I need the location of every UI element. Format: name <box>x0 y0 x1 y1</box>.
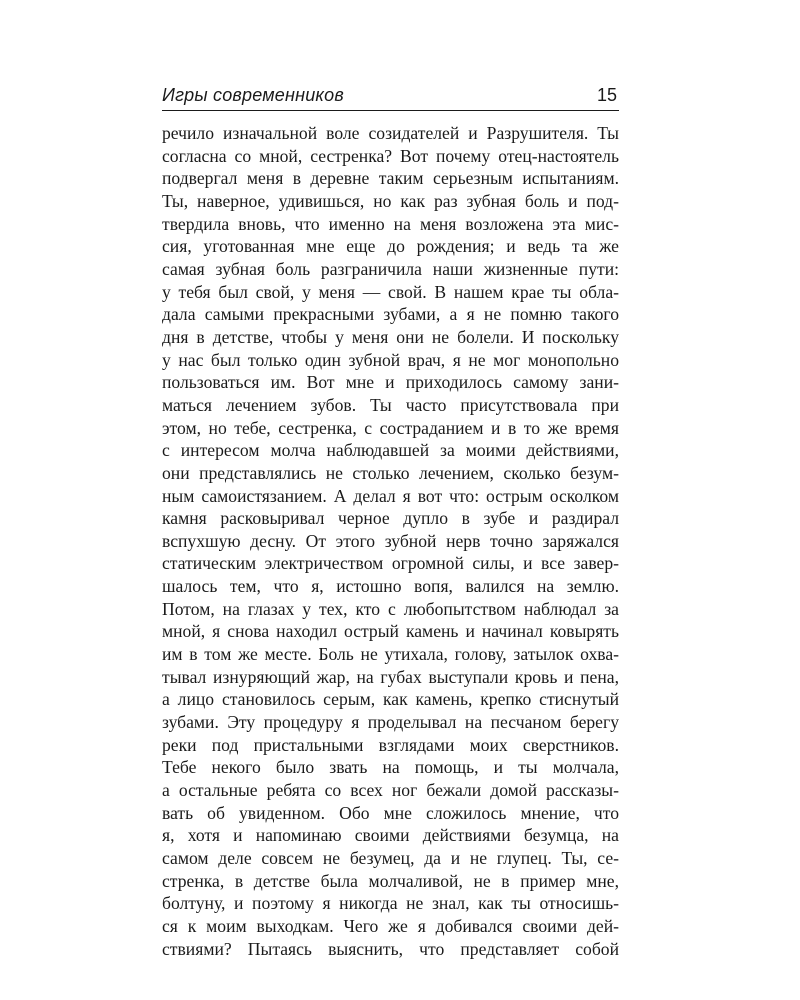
text-line: а остальные ребята со всех ног бежали домой рассказы- <box>162 780 619 801</box>
text-line: речило изначальной воле созидателей и Разрушителя. Ты <box>162 123 619 143</box>
text-line: дала самыми прекрасными зубами, а я не помню такого <box>162 304 619 325</box>
text-line: этом, но тебе, сестренка, с состраданием и в то же время <box>162 417 619 438</box>
text-line: вспухшую десну. От этого зубной нерв точно заряжался <box>162 530 619 551</box>
text-line: им в том же месте. Боль не утихала, голову, затылок охва- <box>162 644 619 665</box>
text-line: у тебя был свой, у меня — свой. В нашем крае ты обла- <box>162 281 619 302</box>
text-line: они представлялись не столько лечением, сколько безум- <box>162 462 619 483</box>
text-line: подвергал меня в деревне таким серьезным испытаниям. <box>162 168 619 189</box>
text-line: камня расковыривал черное дупло в зубе и раздирал <box>162 508 619 529</box>
text-line: сия, уготованная мне еще до рождения; и ведь та же <box>162 236 619 257</box>
text-line: болтуну, и поэтому я никогда не знал, как ты относишь- <box>162 893 619 914</box>
text-line: самая зубная боль разграничила наши жизненные пути: <box>162 258 619 279</box>
running-header-title: Игры современников <box>162 85 344 105</box>
text-line: у нас был только один зубной врач, я не мог монопольно <box>162 349 619 370</box>
text-line: дня в детстве, чтобы у меня они не болели. И поскольку <box>162 326 619 347</box>
text-line: шалось тем, что я, истошно вопя, валился на землю. <box>162 576 619 597</box>
text-line: зубами. Эту процедуру я проделывал на песчаном берегу <box>162 712 619 733</box>
text-line: твердила вновь, что именно на меня возложена эта мис- <box>162 213 619 234</box>
text-line: ся к моим выходкам. Чего же я добивался своими дей- <box>162 915 619 936</box>
text-line: с интересом молча наблюдавшей за моими действиями, <box>162 440 619 461</box>
page-number: 15 <box>596 85 617 105</box>
text-line: стренка, в детстве была молчаливой, не в пример мне, <box>162 870 619 891</box>
text-line: тывал изнуряющий жар, на губах выступали кровь и пена, <box>162 666 619 687</box>
text-line: Тебе некого было звать на помощь, и ты молчала, <box>162 757 619 778</box>
text-line: реки под пристальными взглядами моих сверстников. <box>162 734 619 755</box>
text-line: согласна со мной, сестренка? Вот почему отец-настоятель <box>162 145 619 166</box>
text-line: маться лечением зубов. Ты часто присутствовала при <box>162 394 619 415</box>
text-line: а лицо становилось серым, как камень, крепко стиснутый <box>162 689 619 710</box>
text-line: Потом, на глазах у тех, кто с любопытством наблюдал за <box>162 598 619 619</box>
text-line: статическим электричеством огромной силы, и все завер- <box>162 553 619 574</box>
text-line: ствиями? Пытаясь выяснить, что представляет собой <box>162 938 619 959</box>
text-line: самом деле совсем не безумец, да и не глупец. Ты, се- <box>162 848 619 868</box>
header-rule <box>162 110 619 111</box>
text-line: я, хотя и напоминаю своими действиями безумца, на <box>162 825 619 846</box>
running-header <box>162 82 619 108</box>
text-line: пользоваться им. Вот мне и приходилось самому зани- <box>162 372 619 393</box>
text-line: вать об увиденном. Обо мне сложилось мнение, что <box>162 802 619 823</box>
text-line: ным самоистязанием. А делал я вот что: острым осколком <box>162 485 619 506</box>
text-line: Ты, наверное, удивишься, но как раз зубная боль и под- <box>162 190 619 211</box>
body-text <box>162 122 619 960</box>
text-line: мной, я снова находил острый камень и начинал ковырять <box>162 621 619 642</box>
